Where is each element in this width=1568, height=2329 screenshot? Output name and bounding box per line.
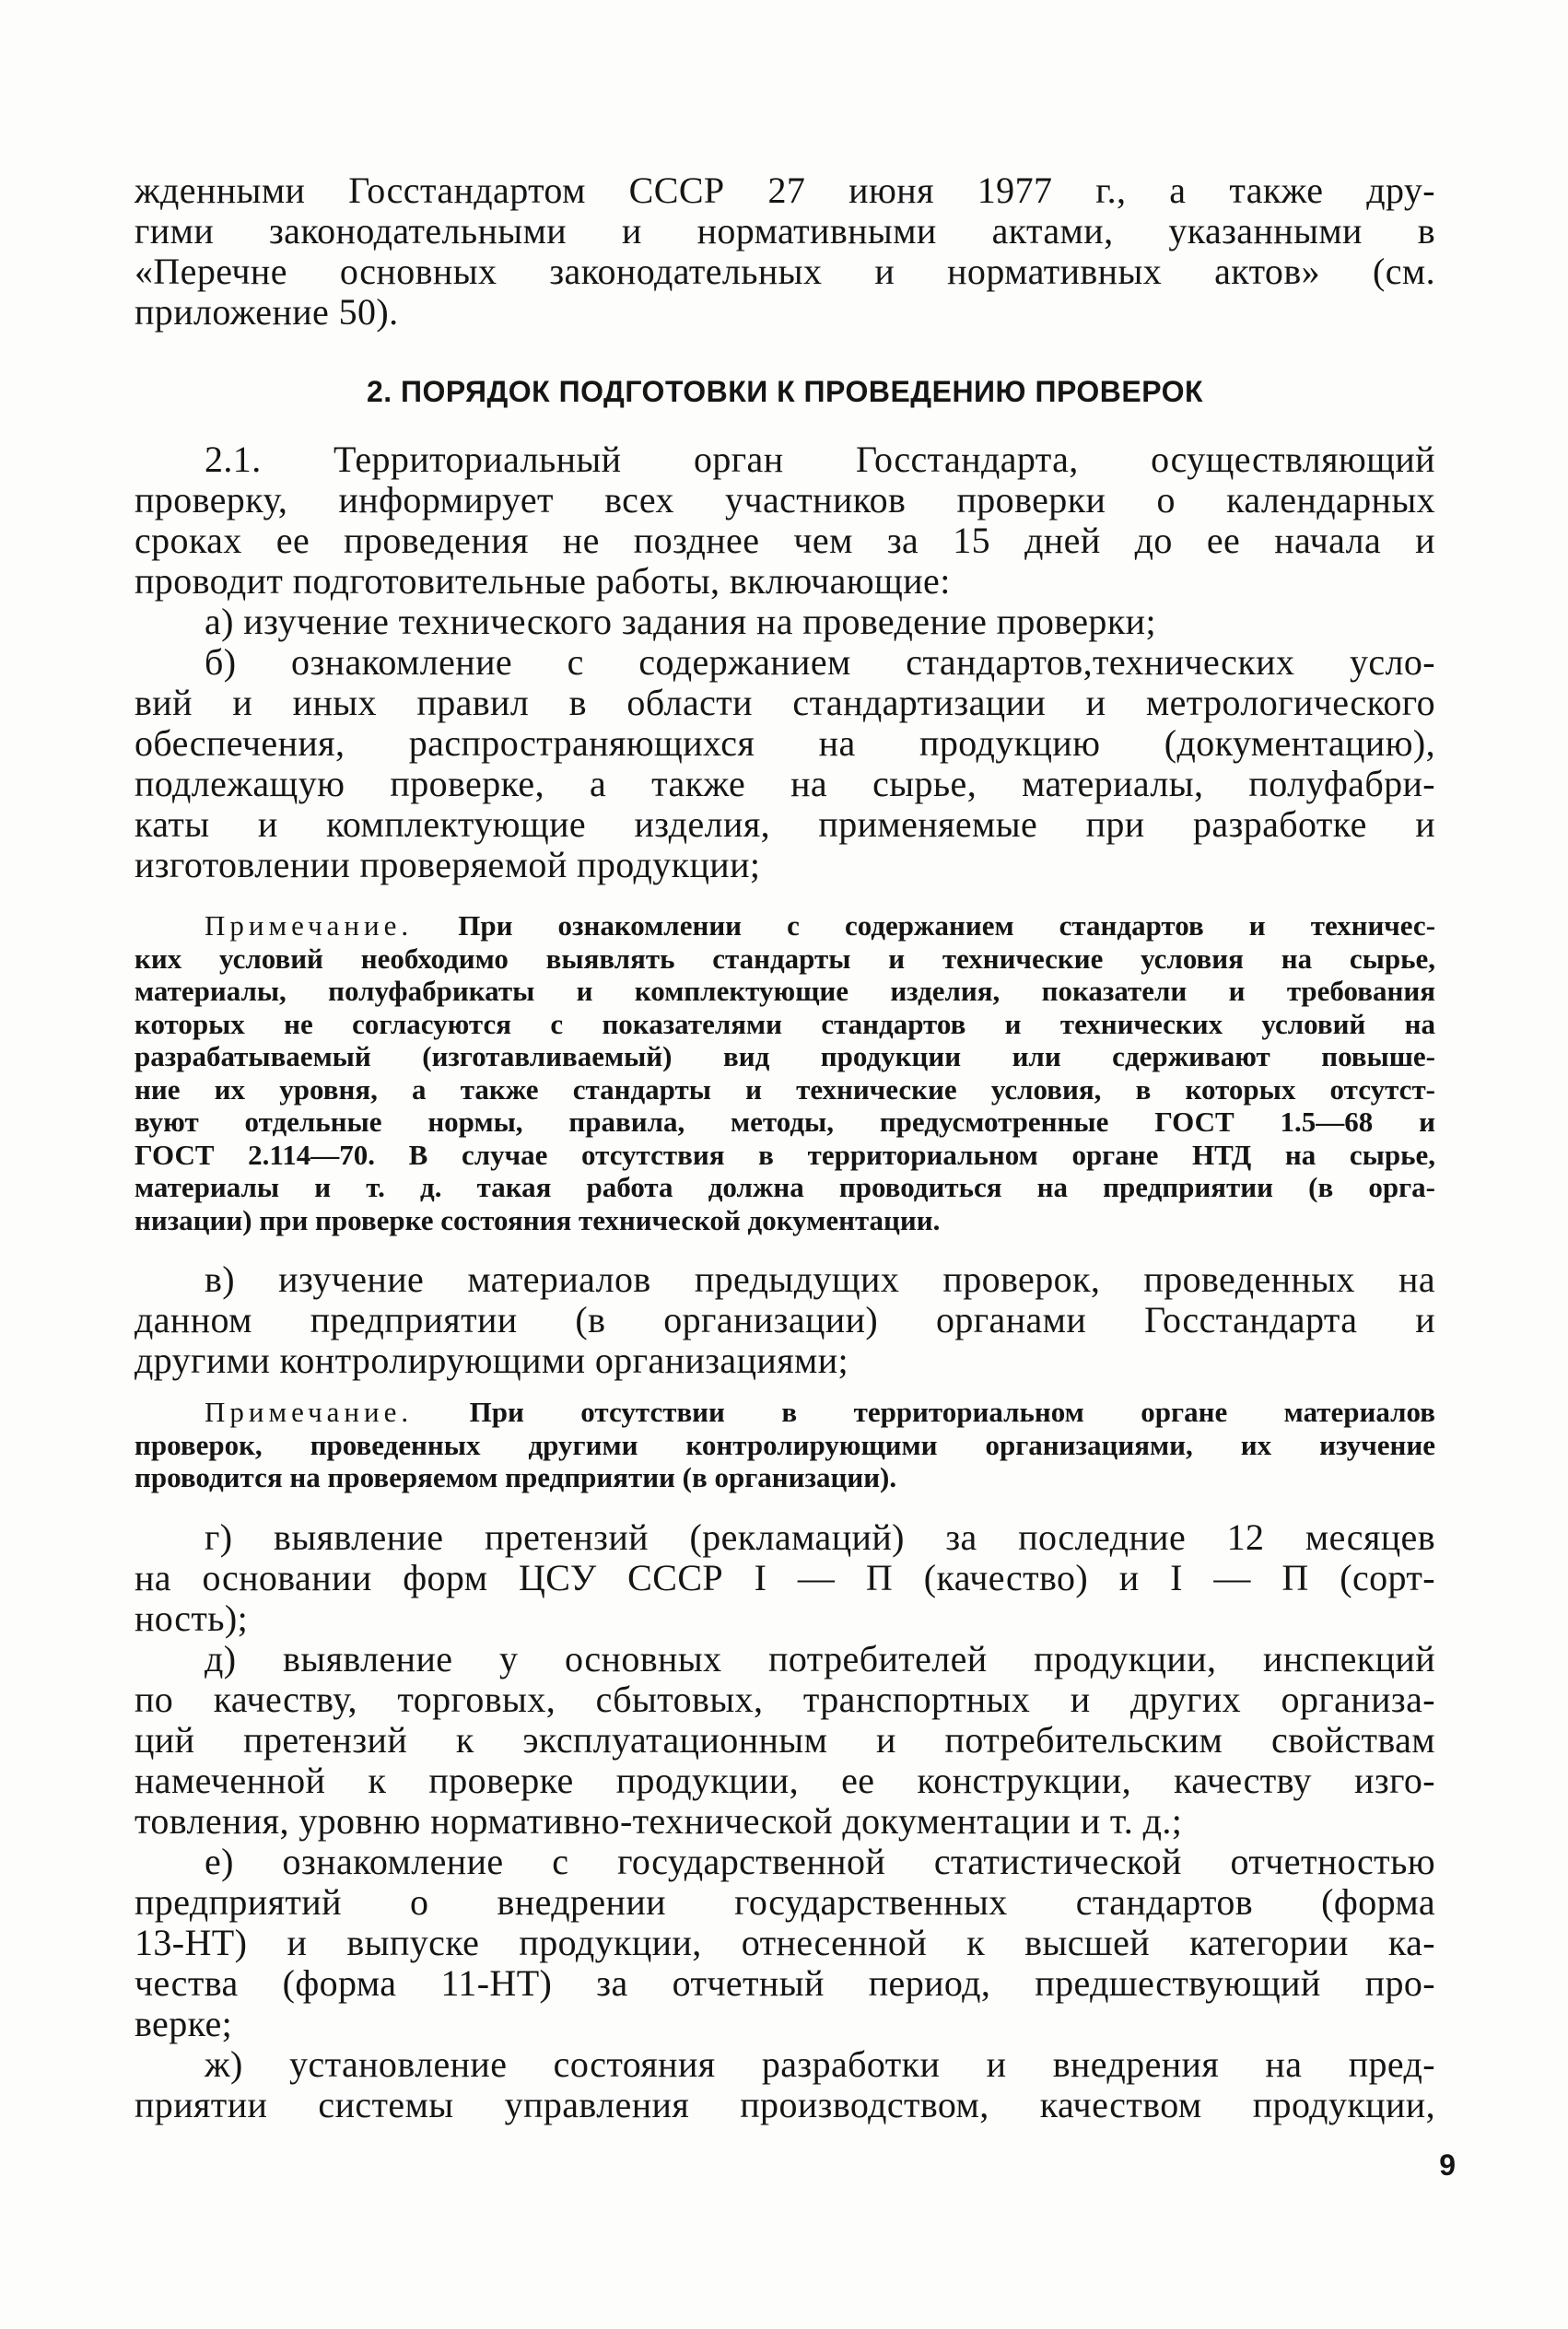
note-line: материалы, полуфабрикаты и комплектующие изделия, показатели и требования bbox=[135, 975, 1435, 1007]
note-line: разрабатываемый (изготавливаемый) вид продукции или сдерживают повыше- bbox=[135, 1040, 1435, 1072]
paragraph-line: данном предприятии (в организации) органами Госстандарта и bbox=[135, 1299, 1435, 1340]
item-a bbox=[135, 602, 1435, 642]
item-e bbox=[135, 1842, 1435, 2044]
paragraph-line: верке; bbox=[135, 2002, 233, 2044]
page-number: 9 bbox=[1439, 2148, 1456, 2182]
item-zh bbox=[135, 2044, 1435, 2125]
note-label: Примечание. bbox=[205, 909, 414, 942]
paragraph-line: е) ознакомление с государственной статистической отчетностью bbox=[205, 1840, 1435, 1882]
note-text: При отсутствии в территориальном органе материалов bbox=[469, 1396, 1435, 1428]
item-d bbox=[135, 1639, 1435, 1842]
paragraph-line: 2.1. Территориальный орган Госстандарта, осуществляющий bbox=[205, 439, 1435, 480]
paragraph-line: подлежащую проверке, а также на сырье, материалы, полуфабри- bbox=[135, 763, 1435, 804]
paragraph-line: жденными Госстандартом СССР 27 июня 1977 г., а также дру- bbox=[135, 170, 1435, 211]
paragraph-line: «Перечне основных законодательных и нормативных актов» (см. bbox=[135, 251, 1435, 292]
paragraph-line: г) выявление претензий (рекламаций) за последние 12 месяцев bbox=[205, 1516, 1435, 1558]
note-1 bbox=[135, 909, 1435, 1236]
paragraph-line: предприятий о внедрении государственных стандартов (форма bbox=[135, 1880, 1435, 1923]
paragraph-line: другими контролирующими организациями; bbox=[135, 1340, 849, 1381]
note-line: вуют отдельные нормы, правила, методы, предусмотренные ГОСТ 1.5—68 и bbox=[135, 1106, 1435, 1138]
paragraph-line: вий и иных правил в области стандартизации и метрологического bbox=[135, 682, 1435, 723]
paragraph-line: ций претензий к эксплуатационным и потребительским свойствам bbox=[135, 1718, 1435, 1761]
paragraph-line: намеченной к проверке продукции, ее конструкции, качеству изго- bbox=[135, 1759, 1435, 1801]
paragraph-line: товления, уровню нормативно-технической документации и т. д.; bbox=[135, 1799, 1183, 1842]
note-line: проверок, проведенных другими контролирующими организациями, их изучение bbox=[135, 1428, 1435, 1461]
note-line: проводится на проверяемом предприятии (в организации). bbox=[135, 1461, 897, 1493]
note-text: При ознакомлении с содержанием стандартов и техничес- bbox=[458, 909, 1436, 942]
paragraph-line: каты и комплектующие изделия, применяемые при разработке и bbox=[135, 803, 1435, 845]
intro-paragraph bbox=[135, 170, 1435, 333]
paragraph-2-1 bbox=[135, 439, 1435, 602]
item-b bbox=[135, 642, 1435, 885]
paragraph-line: чества (форма 11-НТ) за отчетный период, предшествующий про- bbox=[135, 1961, 1435, 2004]
paragraph-line: приложение 50). bbox=[135, 291, 399, 333]
paragraph-line: по качеству, торговых, сбытовых, транспортных и других организа- bbox=[135, 1678, 1435, 1720]
note-line bbox=[135, 1396, 1435, 1429]
item-g bbox=[135, 1517, 1435, 1639]
paragraph-line: проверку, информирует всех участников проверки о календарных bbox=[135, 479, 1435, 521]
paragraph-line: на основании форм ЦСУ СССР I — П (качество) и I — П (сорт- bbox=[135, 1556, 1435, 1598]
paragraph-line: д) выявление у основных потребителей продукции, инспекций bbox=[205, 1637, 1435, 1679]
paragraph-line: изготовлении проверяемой продукции; bbox=[135, 844, 761, 885]
note-line: ГОСТ 2.114—70. В случае отсутствия в территориальном органе НТД на сырье, bbox=[135, 1138, 1435, 1171]
paragraph-line: в) изучение материалов предыдущих проверок, проведенных на bbox=[205, 1258, 1435, 1300]
note-label: Примечание. bbox=[205, 1396, 414, 1428]
paragraph-line: 13-НТ) и выпуске продукции, отнесенной к высшей категории ка- bbox=[135, 1921, 1435, 1963]
section-heading: 2. ПОРЯДОК ПОДГОТОВКИ К ПРОВЕДЕНИЮ ПРОВЕРОК bbox=[366, 375, 1204, 408]
item-v bbox=[135, 1259, 1435, 1381]
note-line: ких условий необходимо выявлять стандарты и технические условия на сырье, bbox=[135, 942, 1435, 975]
note-line: материалы и т. д. такая работа должна проводиться на предприятии (в орга- bbox=[135, 1171, 1435, 1203]
paragraph-line: проводит подготовительные работы, включающие: bbox=[135, 560, 951, 602]
paragraph-line: обеспечения, распространяющихся на продукцию (документацию), bbox=[135, 722, 1435, 764]
note-line: которых не согласуются с показателями стандартов и технических условий на bbox=[135, 1007, 1435, 1040]
note-line: ние их уровня, а также стандарты и технические условия, в которых отсутст- bbox=[135, 1072, 1435, 1106]
paragraph-line: ность); bbox=[135, 1597, 249, 1639]
note-line: низации) при проверке состояния технической документации. bbox=[135, 1203, 941, 1236]
paragraph-line: гими законодательными и нормативными актами, указанными в bbox=[135, 210, 1435, 252]
paragraph-line: ж) установление состояния разработки и внедрения на пред- bbox=[205, 2042, 1435, 2085]
note-2 bbox=[135, 1396, 1435, 1494]
paragraph-line: а) изучение технического задания на проведение проверки; bbox=[205, 601, 1156, 642]
paragraph-line: сроках ее проведения не позднее чем за 15 дней до ее начала и bbox=[135, 520, 1435, 561]
note-line bbox=[135, 909, 1435, 942]
paragraph-line: б) ознакомление с содержанием стандартов,технических усло- bbox=[205, 641, 1435, 683]
paragraph-line: приятии системы управления производством, качеством продукции, bbox=[135, 2083, 1435, 2125]
page-body bbox=[135, 170, 1435, 2125]
